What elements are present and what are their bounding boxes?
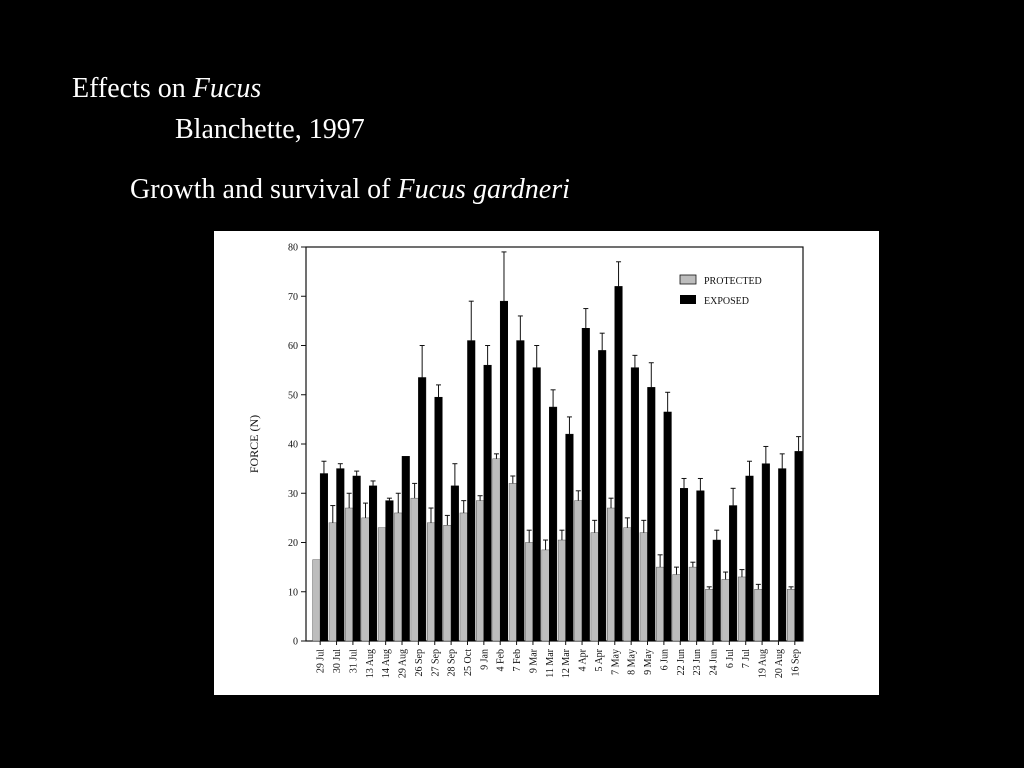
- x-tick-label: 9 May: [643, 649, 655, 675]
- bar-exposed: [615, 286, 623, 641]
- bar-protected: [705, 589, 713, 641]
- bar-exposed: [402, 456, 410, 641]
- bar-exposed: [337, 469, 345, 641]
- slide-subtitle: [130, 173, 570, 207]
- x-tick-label: 30 Jul: [332, 649, 344, 674]
- x-tick-label: 28 Sep: [446, 649, 458, 677]
- x-tick-label: 8 May: [626, 649, 638, 675]
- x-tick-label: 14 Aug: [381, 649, 393, 679]
- x-tick-label: 31 Jul: [348, 649, 360, 674]
- bar-exposed: [517, 341, 525, 641]
- x-tick-label: 29 Aug: [397, 649, 409, 679]
- y-axis-label: FORCE (N): [247, 414, 261, 474]
- bar-exposed: [484, 365, 492, 641]
- y-tick-label: 0: [293, 636, 298, 648]
- y-tick-label: 70: [288, 291, 298, 303]
- bar-exposed: [435, 397, 443, 641]
- x-tick-label: 26 Sep: [413, 649, 425, 677]
- x-tick-label: 12 Mar: [561, 649, 573, 679]
- x-tick-label: 7 May: [610, 649, 622, 675]
- y-tick-label: 80: [288, 242, 298, 254]
- x-tick-label: 25 Oct: [462, 649, 474, 676]
- x-tick-label: 7 Jul: [741, 649, 753, 669]
- bar-exposed: [778, 469, 786, 641]
- x-tick-label: 6 Jul: [724, 649, 736, 669]
- bar-exposed: [664, 412, 672, 641]
- bar-protected: [444, 525, 452, 641]
- bar-exposed: [762, 464, 770, 641]
- citation: Blanchette, 1997: [175, 114, 365, 145]
- x-tick-label: 29 Jul: [315, 649, 327, 674]
- x-tick-label: 27 Sep: [430, 649, 442, 677]
- bar-exposed: [746, 476, 754, 641]
- y-tick-label: 40: [288, 439, 298, 451]
- bar-protected: [345, 508, 353, 641]
- bar-exposed: [500, 301, 508, 641]
- bar-exposed: [713, 540, 721, 641]
- heading-italic: Fucus: [192, 73, 262, 104]
- x-tick-label: 9 Mar: [528, 649, 540, 674]
- bar-protected: [640, 533, 648, 641]
- bar-protected: [525, 543, 533, 642]
- bar-exposed: [369, 486, 377, 641]
- x-axis: [316, 641, 802, 678]
- x-tick-label: 9 Jan: [479, 649, 491, 670]
- bar-protected: [722, 579, 730, 641]
- x-tick-label: 24 Jun: [708, 649, 720, 676]
- x-tick-label: 6 Jun: [659, 649, 671, 671]
- bar-exposed: [582, 328, 590, 641]
- bar-protected: [575, 501, 583, 641]
- bars: [313, 252, 803, 641]
- bar-exposed: [729, 506, 737, 641]
- bar-protected: [427, 523, 435, 641]
- bar-protected: [329, 523, 337, 641]
- x-tick-label: 11 Mar: [544, 649, 556, 678]
- bar-protected: [313, 560, 321, 641]
- chart-figure: [214, 231, 879, 695]
- bar-protected: [673, 575, 681, 641]
- bar-protected: [689, 567, 697, 641]
- bar-protected: [656, 567, 664, 641]
- bar-protected: [493, 459, 501, 641]
- x-tick-label: 4 Apr: [577, 649, 589, 672]
- y-axis: [288, 243, 306, 648]
- x-tick-label: 23 Jun: [692, 649, 704, 676]
- bar-exposed: [549, 407, 557, 641]
- x-tick-label: 7 Feb: [512, 649, 524, 672]
- bar-protected: [362, 518, 370, 641]
- bar-protected: [755, 589, 763, 641]
- bar-protected: [411, 498, 419, 641]
- bar-protected: [607, 508, 615, 641]
- bar-protected: [591, 533, 599, 641]
- legend-swatch-protected: [680, 275, 696, 284]
- bar-exposed: [598, 350, 606, 641]
- bar-protected: [558, 540, 566, 641]
- x-tick-label: 22 Jun: [675, 649, 687, 676]
- bar-exposed: [631, 368, 639, 641]
- bar-exposed: [353, 476, 361, 641]
- y-tick-label: 10: [288, 587, 298, 599]
- x-tick-label: 5 Apr: [593, 649, 605, 672]
- subtitle-italic: Fucus gardneri: [397, 174, 570, 205]
- bar-exposed: [680, 488, 688, 641]
- x-tick-label: 20 Aug: [773, 649, 785, 679]
- legend-label-exposed: EXPOSED: [704, 296, 750, 307]
- bar-protected: [787, 589, 795, 641]
- bar-exposed: [795, 451, 803, 641]
- bar-exposed: [418, 378, 426, 641]
- subtitle-prefix: Growth and survival of: [130, 174, 398, 205]
- bar-exposed: [467, 341, 475, 641]
- x-tick-label: 4 Feb: [495, 649, 507, 672]
- bar-protected: [378, 528, 386, 641]
- bar-protected: [476, 501, 484, 641]
- bar-protected: [738, 577, 746, 641]
- y-tick-label: 50: [288, 390, 298, 402]
- bar-protected: [394, 513, 402, 641]
- bar-exposed: [566, 434, 574, 641]
- bar-protected: [509, 483, 517, 641]
- y-tick-label: 60: [288, 341, 298, 352]
- bar-exposed: [451, 486, 459, 641]
- x-tick-label: 19 Aug: [757, 649, 769, 679]
- bar-chart: [214, 231, 879, 695]
- y-tick-label: 30: [288, 488, 298, 500]
- bar-exposed: [697, 491, 705, 641]
- legend: [680, 275, 762, 307]
- legend-label-protected: PROTECTED: [704, 276, 762, 287]
- bar-exposed: [386, 501, 394, 641]
- bar-exposed: [320, 474, 328, 641]
- y-tick-label: 20: [288, 538, 298, 549]
- heading-prefix: Effects on: [72, 73, 193, 104]
- bar-protected: [624, 528, 632, 641]
- legend-swatch-exposed: [680, 295, 696, 304]
- x-tick-label: 16 Sep: [790, 649, 802, 677]
- bar-exposed: [533, 368, 541, 641]
- slide-heading: [72, 72, 261, 106]
- bar-protected: [542, 550, 550, 641]
- x-tick-label: 13 Aug: [364, 649, 376, 679]
- bar-exposed: [648, 387, 656, 641]
- bar-protected: [460, 513, 468, 641]
